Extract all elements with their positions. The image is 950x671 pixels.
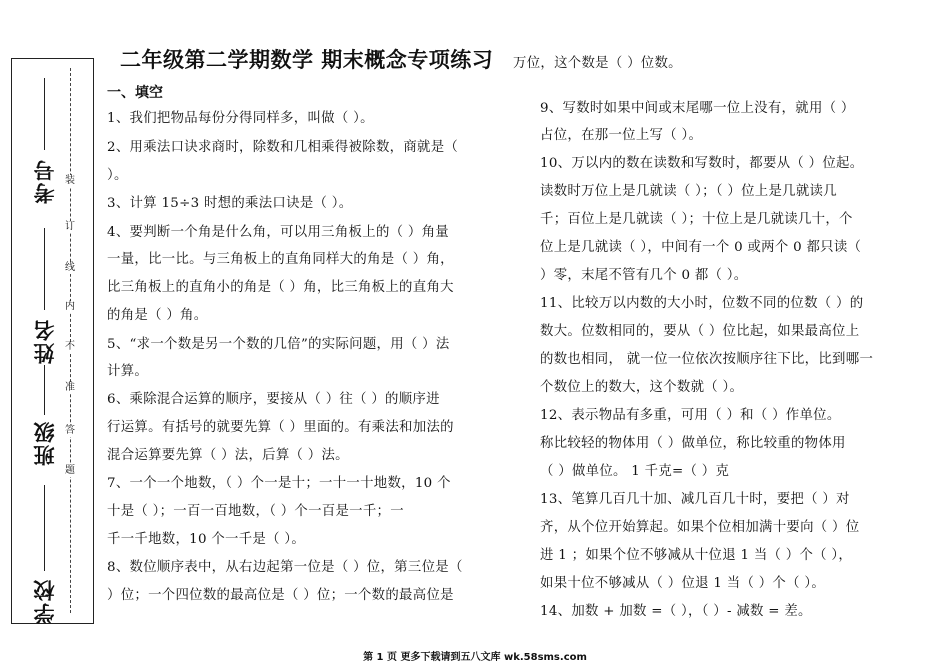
seal-char: 线 bbox=[62, 262, 78, 274]
question-line: 数大。位数相同的，要从（ ）位比起，如果最高位上 bbox=[540, 324, 860, 339]
question-line: 1、我们把物品每份分得同样多，叫做（ ）。 bbox=[107, 111, 374, 126]
page-footer: 第 1 页 更多下载请到五八文库 wk.58sms.com bbox=[363, 652, 587, 663]
seal-char: 装 bbox=[62, 175, 78, 187]
class-field[interactable] bbox=[44, 365, 45, 415]
question-line: 的角是（ ）角。 bbox=[107, 308, 208, 323]
seal-char: 答 bbox=[62, 425, 78, 437]
question-line: （ ）做单位。 1 千克=（ ）克 bbox=[540, 464, 730, 479]
question-line: 比三角板上的直角小的角是（ ）角，比三角板上的直角大 bbox=[107, 280, 454, 295]
question-line: 10、万以内的数在读数和写数时，都要从（ ）位起。 bbox=[540, 156, 864, 171]
question-line: 一量，比一比。与三角板上的直角同样大的角是（ ）角， bbox=[107, 252, 454, 267]
question-line: ）零，末尾不管有几个 0 都（ ）。 bbox=[540, 268, 748, 283]
question-line: 行运算。有括号的就要先算（ ）里面的。有乘法和加法的 bbox=[107, 420, 454, 435]
question-line: ）。 bbox=[107, 168, 128, 183]
question-line: 十是（ ）；一百一百地数，（ ）个一百是一千；一 bbox=[107, 504, 404, 519]
seal-char: 不 bbox=[62, 341, 78, 353]
question-line: 位上是几就读（ ），中间有一个 0 或两个 0 都只读（ bbox=[540, 240, 862, 255]
seal-char: 订 bbox=[62, 221, 78, 233]
question-line: 2、用乘法口诀求商时，除数和几相乘得被除数，商就是（ bbox=[107, 140, 459, 155]
question-line: 占位，在那一位上写（ ）。 bbox=[540, 128, 703, 143]
exam-number-field[interactable] bbox=[44, 78, 45, 150]
question-line: 万位，这个数是（ ）位数。 bbox=[513, 56, 682, 71]
question-line: 14、加数 + 加数 =（ ），（ ）- 减数 = 差。 bbox=[540, 604, 812, 619]
question-line: 11、比较万以内数的大小时，位数不同的位数（ ）的 bbox=[540, 296, 864, 311]
question-line: 读数时万位上是几就读（ ）；（ ）位上是几就读几 bbox=[540, 184, 837, 199]
question-line: 如果十位不够减从（ ）位退 1 当（ ）个（ ）。 bbox=[540, 576, 826, 591]
question-line: ）位；一个四位数的最高位是（ ）位；一个数的最高位是 bbox=[107, 588, 454, 603]
question-line: 3、计算 15÷3 时想的乘法口诀是（ ）。 bbox=[107, 196, 353, 211]
question-line: 的数也相同， 就一位一位依次按顺序往下比，比到哪一 bbox=[540, 352, 874, 367]
seal-char: 准 bbox=[62, 382, 78, 394]
question-line: 齐，从个位开始算起。如果个位相加满十要向（ ）位 bbox=[540, 520, 860, 535]
exam-number-label: 考号 bbox=[32, 158, 57, 204]
question-line: 12、表示物品有多重，可用（ ）和（ ）作单位。 bbox=[540, 408, 841, 423]
question-line: 千；百位上是几就读（ ）；十位上是几就读几十，个 bbox=[540, 212, 853, 227]
seal-char: 题 bbox=[62, 465, 78, 477]
question-line: 5、“求一个数是另一个数的几倍”的实际问题，用（ ）法 bbox=[107, 337, 450, 352]
question-line: 13、笔算几百几十加、减几百几十时，要把（ ）对 bbox=[540, 492, 850, 507]
question-line: 9、写数时如果中间或末尾哪一位上没有，就用（ ） bbox=[540, 101, 855, 116]
question-line: 7、一个一个地数，（ ）个一是十；一十一十地数，10 个 bbox=[107, 476, 451, 491]
question-line: 个数位上的数大，这个数就（ ）。 bbox=[540, 380, 744, 395]
name-label: 姓名 bbox=[32, 318, 57, 364]
page-title: 二年级第二学期数学 期末概念专项练习 bbox=[120, 47, 494, 72]
section-heading: 一、填空 bbox=[107, 85, 163, 101]
school-field[interactable] bbox=[44, 485, 45, 571]
question-line: 混合运算要先算（ ）法，后算（ ）法。 bbox=[107, 448, 349, 463]
question-line: 千一千地数，10 个一千是（ ）。 bbox=[107, 532, 306, 547]
question-line: 称比较轻的物体用（ ）做单位，称比较重的物体用 bbox=[540, 436, 846, 451]
seal-char: 内 bbox=[62, 301, 78, 313]
question-line: 进 1 ；如果个位不够减从十位退 1 当（ ）个（ ）， bbox=[540, 548, 853, 563]
class-label: 班级 bbox=[32, 420, 57, 466]
question-line: 4、要判断一个角是什么角，可以用三角板上的（ ）角量 bbox=[107, 225, 449, 240]
question-line: 8、数位顺序表中，从右边起第一位是（ ）位，第三位是（ bbox=[107, 560, 463, 575]
question-line: 计算。 bbox=[107, 364, 149, 379]
name-field[interactable] bbox=[44, 228, 45, 310]
school-label: 学校 bbox=[32, 578, 57, 624]
question-line: 6、乘除混合运算的顺序，要接从（ ）往（ ）的顺序进 bbox=[107, 392, 440, 407]
